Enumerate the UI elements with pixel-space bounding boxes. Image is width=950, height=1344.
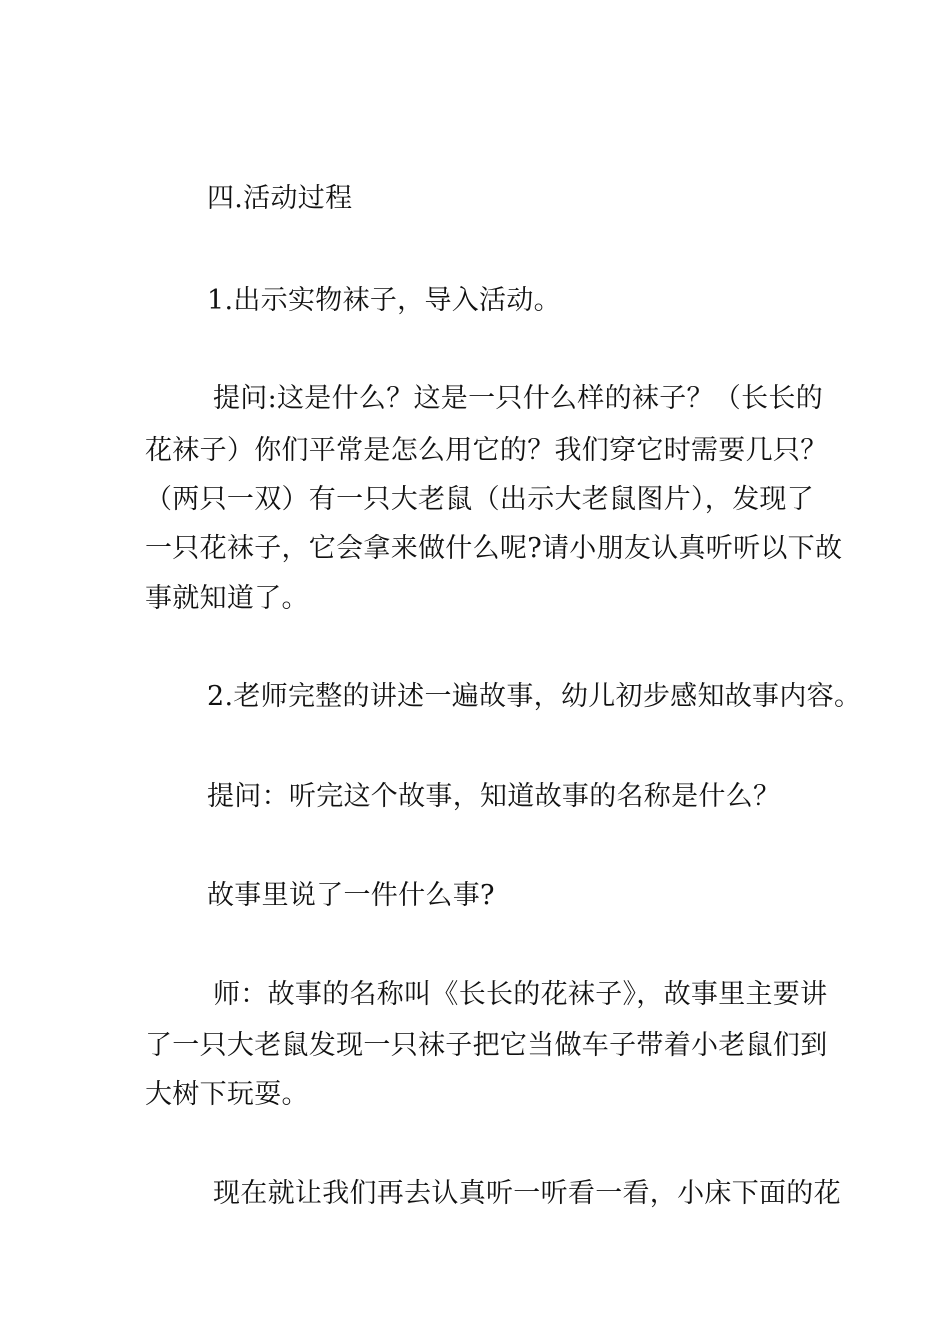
teacher-line-2: 了一只大老鼠发现一只袜子把它当做车子带着小老鼠们到 [145, 1030, 828, 1061]
teacher-line-3: 大树下玩耍。 [145, 1079, 309, 1110]
question-1-line-5: 事就知道了。 [145, 583, 309, 614]
section-heading: 四.活动过程 [207, 183, 353, 214]
step-1-text: 1.出示实物袜子，导入活动。 [207, 285, 561, 316]
question-2-text: 提问：听完这个故事，知道故事的名称是什么？ [207, 781, 781, 812]
question-1-line-2: 花袜子）你们平常是怎么用它的？我们穿它时需要几只？ [145, 435, 828, 466]
question-1-line-4: 一只花袜子，它会拿来做什么呢?请小朋友认真听听以下故 [145, 533, 843, 564]
closing-line: 现在就让我们再去认真听一听看一看，小床下面的花 [213, 1178, 841, 1209]
question-1-line-1: 提问:这是什么？这是一只什么样的袜子？（长长的 [213, 383, 823, 414]
question-1-line-3: （两只一双）有一只大老鼠（出示大老鼠图片），发现了 [145, 484, 814, 515]
teacher-line-1: 师：故事的名称叫《长长的花袜子》，故事里主要讲 [213, 979, 828, 1010]
step-2-text: 2.老师完整的讲述一遍故事，幼儿初步感知故事内容。 [207, 681, 862, 712]
question-3-text: 故事里说了一件什么事? [207, 880, 495, 911]
